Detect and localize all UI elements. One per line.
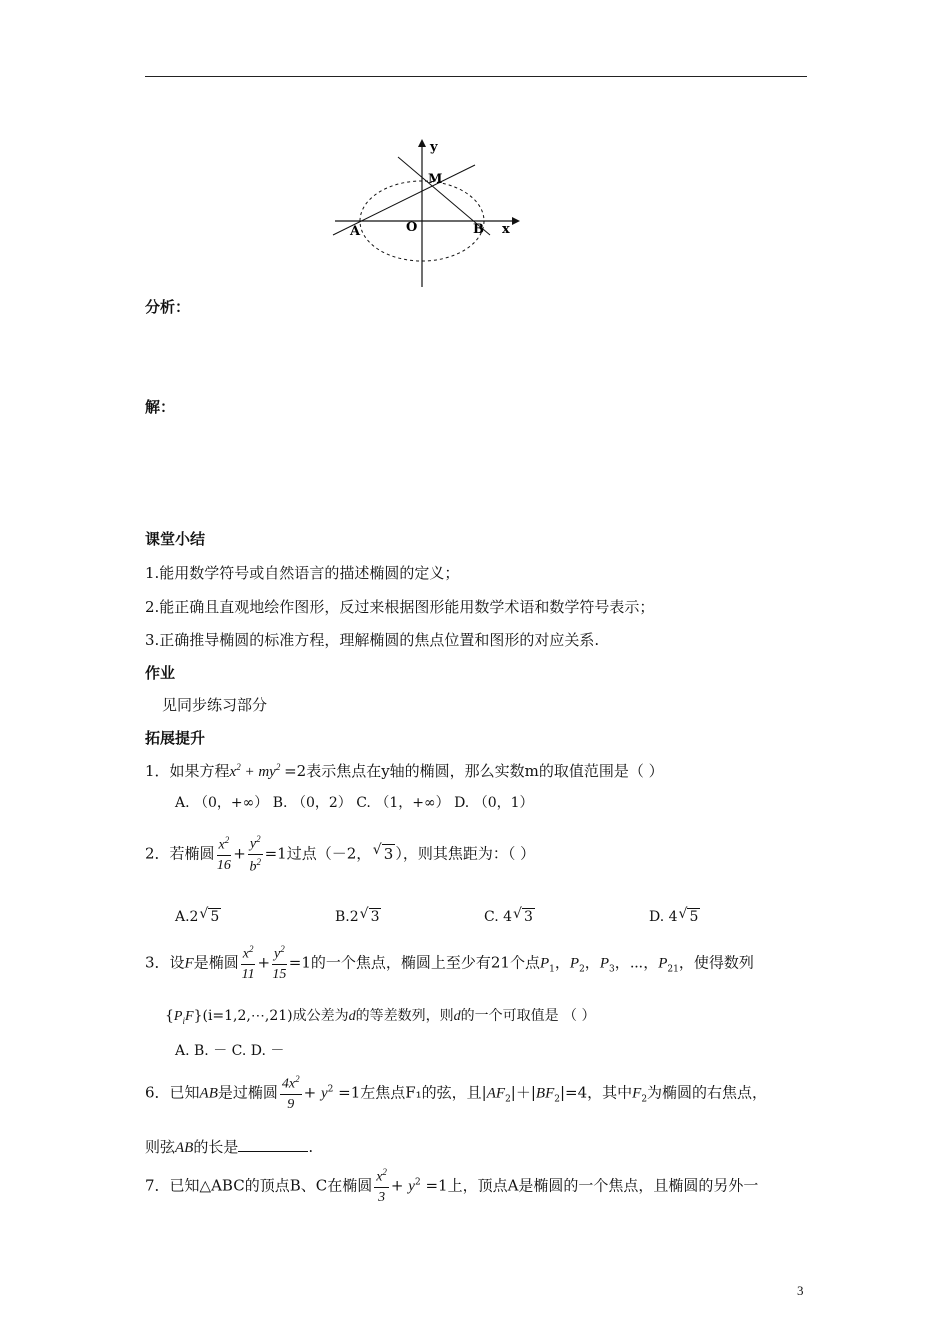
q2-sqrt3: √ 3 xyxy=(382,844,396,863)
question-1 xyxy=(145,760,664,781)
q3-frac-y: $\frac{y^2}{15}$ xyxy=(272,944,287,982)
q6-frac: $\frac{4x^2}{9}$ xyxy=(281,1074,300,1112)
q2-option-c: C. 4 √ 3 xyxy=(484,908,535,925)
q3-prefix: 3．设 xyxy=(145,953,185,972)
q3-frac-x: $\frac{x^2}{11}$ xyxy=(241,944,255,982)
q3-line2: $\{P_iF\}(i=1,2,\cdots,21)$成公差为d的等差数列，则d的一个可取值是 （ ） xyxy=(165,1008,596,1026)
question-2: 2．若椭圆 $\frac{x^2}{16}$ + $\frac{y^2}{b^2}$ =1过点（－2， √ 3 ），则其焦距为：（ ） xyxy=(145,835,535,874)
summary-item-2: 2.能正确且直观地绘作图形，反过来根据图形能用数学术语和数学符号表示； xyxy=(145,598,655,616)
q6-suffix: 左焦点F₁的弦，且| xyxy=(360,1083,487,1102)
q2-option-d: D. 4 √ 5 xyxy=(649,908,700,925)
label-x: x xyxy=(502,222,510,237)
q1-suffix: =2表示焦点在y轴的椭圆，那么实数m的取值范围是（ ） xyxy=(284,762,664,780)
solution-label: 解： xyxy=(145,398,176,416)
q3-suffix: 的一个焦点，椭圆上至少有21个点 xyxy=(310,953,540,972)
question-3: 3．设F是椭圆 $\frac{x^2}{11}$ + $\frac{y^2}{15}$ =1的一个焦点，椭圆上至少有21个点$P_1$，$P_2$，$P_3$，⋯，$P_{21}$，使得数列 xyxy=(145,944,754,982)
summary-heading: 课堂小结 xyxy=(145,530,206,548)
x-axis-arrow xyxy=(512,217,520,225)
q6-line2: 则弦AB的长是 . xyxy=(145,1138,314,1156)
q3-tail: ，使得数列 xyxy=(678,953,754,972)
q2-frac-x: $\frac{x^2}{16}$ xyxy=(216,835,231,873)
label-a: A xyxy=(350,224,361,239)
summary-item-1: 1.能用数学符号或自然语言的描述椭圆的定义； xyxy=(145,564,460,582)
q2-prefix: 2．若椭圆 xyxy=(145,844,215,863)
q6-mid: 是过椭圆 xyxy=(217,1083,278,1102)
summary-item-3: 3.正确推导椭圆的标准方程，理解椭圆的焦点位置和图形的对应关系. xyxy=(145,631,600,649)
page-number: 3 xyxy=(797,1283,804,1298)
q7-suffix: 上，顶点A是椭圆的一个焦点，且椭圆的另外一 xyxy=(447,1176,759,1195)
q2-frac-y: $\frac{y^2}{b^2}$ xyxy=(249,834,261,875)
analysis-label: 分析： xyxy=(145,298,191,316)
q6-answer-blank[interactable] xyxy=(238,1139,308,1152)
q7-frac: $\frac{x^2}{3}$ xyxy=(376,1167,387,1205)
question-7: 7．已知△ABC的顶点B、C在椭圆 $\frac{x^2}{3}$ + $y^2 =1$上，顶点A是椭圆的一个焦点，且椭圆的另外一 xyxy=(145,1167,759,1205)
homework-text: 见同步练习部分 xyxy=(162,696,268,714)
extension-heading: 拓展提升 xyxy=(145,729,206,747)
label-o: O xyxy=(406,220,418,235)
q1-options: A. （0，+∞） B. （0，2） C. （1，+∞） D. （0，1） xyxy=(175,795,534,811)
q2-option-a: A.2 √ 5 xyxy=(175,908,221,925)
header-rule xyxy=(145,76,807,77)
q2-mid: 过点（－2， xyxy=(286,844,372,863)
y-axis-arrow xyxy=(418,139,426,147)
homework-heading: 作业 xyxy=(145,664,176,682)
label-m: M xyxy=(428,172,443,187)
q6-prefix: 6．已知 xyxy=(145,1083,200,1102)
q7-prefix: 7．已知△ABC的顶点B、C在椭圆 xyxy=(145,1176,373,1195)
q3-mid: 是椭圆 xyxy=(193,953,239,972)
label-b: B xyxy=(473,222,484,237)
ellipse-figure xyxy=(330,135,530,295)
q2-suffix: ），则其焦距为：（ ） xyxy=(395,844,536,863)
q2-option-b: B.2 √ 3 xyxy=(335,908,381,925)
q1-prefix: 1．如果方程 xyxy=(145,762,230,780)
question-6: 6．已知AB是过椭圆 $\frac{4x^2}{9}$ + $y^2 =1$左焦点F₁的弦，且$|AF_2|+|BF_2|=4$，其中$F_2$为椭圆的右焦点， xyxy=(145,1074,768,1112)
q1-equation: $x^2 + my^2$ xyxy=(229,762,281,780)
label-y: y xyxy=(430,140,438,155)
q3-options: A. B. － C. D. － xyxy=(175,1043,285,1059)
